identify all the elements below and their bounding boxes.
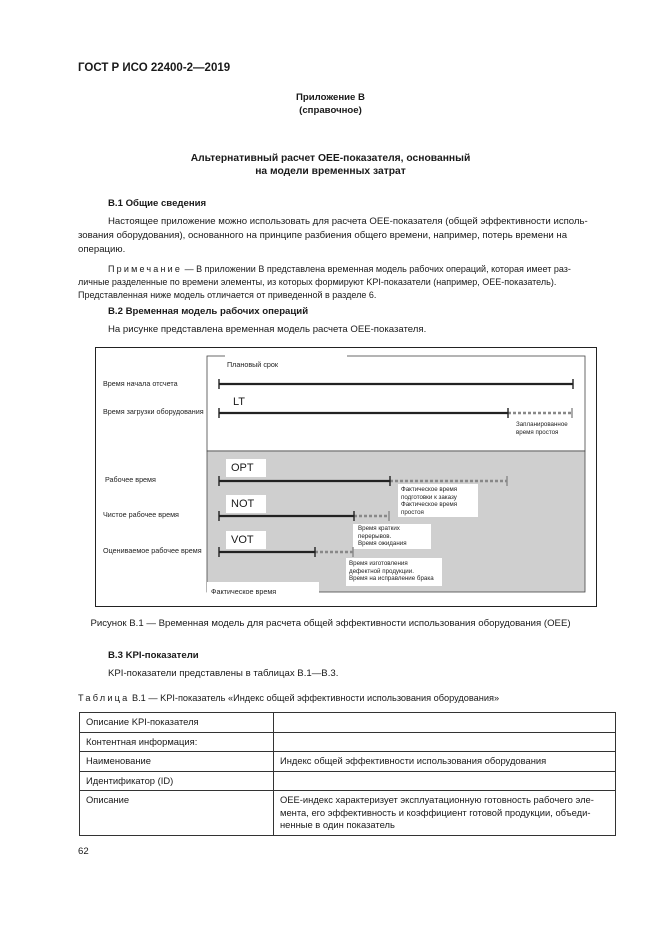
not-loss-note: Время кратких перерывов. Время ожидания [358, 525, 407, 547]
table-row [80, 771, 616, 791]
opt-loss-note: Фактическое время подготовки к заказу Фактическое время простоя [401, 486, 458, 516]
table-cell-value: OEE-индекс характеризует эксплуатационную готовность рабочего эле- мента, его эффективность и коэффициент готовой продукции, объеди- ненные в один показатель [274, 791, 616, 836]
table-row [80, 752, 616, 772]
b1-note-line: личные разделенные по времени элементы, из которых формируют KPI-показатели (например, OEE-показатель). [78, 277, 557, 287]
main-title-line2: на модели временных затрат [255, 166, 406, 177]
table-cell-value [274, 713, 616, 733]
table-cell-label: Описание [80, 791, 274, 836]
figure-caption: Рисунок В.1 — Временная модель для расчета общей эффективности использования оборудования (OEE) [90, 618, 571, 629]
table-caption-label: Таблица [78, 693, 130, 703]
not-code: NOT [231, 498, 255, 510]
actual-time-label: Фактическое время [211, 587, 277, 596]
table-cell-label: Идентификатор (ID) [80, 771, 274, 791]
b1-note [108, 262, 571, 276]
note-line: — В приложении В представлена временная модель рабочих операций, которая имеет раз- [182, 264, 571, 274]
b1-para-line: операцию. [78, 244, 126, 255]
table-caption-text: В.1 — KPI-показатель «Индекс общей эффективности использования оборудования» [129, 693, 500, 703]
table-cell-value [274, 771, 616, 791]
vot-code: VOT [231, 534, 254, 546]
main-title-line1: Альтернативный расчет OEE-показателя, основанный [190, 153, 471, 164]
appendix-subtitle: (справочное) [299, 105, 362, 116]
document-id: ГОСТ Р ИСО 22400-2—2019 [78, 62, 231, 74]
table-cell-label: Наименование [80, 752, 274, 772]
planned-term-label: Плановый срок [227, 360, 279, 369]
note-label: Примечание [108, 264, 183, 274]
table-cell-value [274, 732, 616, 752]
table-row [80, 791, 616, 836]
row-label-reference-time: Время начала отсчета [103, 379, 178, 388]
b2-para: На рисунке представлена временная модель расчета OEE-показателя. [108, 324, 427, 335]
table-caption [78, 691, 499, 705]
section-b3-heading: В.3 KPI-показатели [108, 650, 199, 661]
section-b1-heading: В.1 Общие сведения [108, 198, 207, 209]
b1-note-line: Представленная ниже модель отличается от приведенной в разделе 6. [78, 290, 377, 300]
table-cell-label: Описание KPI-показателя [80, 713, 274, 733]
row-label-valuable-time: Оцениваемое рабочее время [103, 546, 202, 555]
table-cell-value: Индекс общей эффективности использования оборудования [274, 752, 616, 772]
lt-code: LT [233, 396, 246, 408]
b1-para-line: Настоящее приложение можно использовать для расчета OEE-показателя (общей эффективности исполь- [108, 216, 588, 227]
table-cell-label: Контентная информация: [80, 732, 274, 752]
vot-loss-note: Время изготовления дефектной продукции. Время на исправление брака [349, 560, 434, 582]
row-label-load-time: Время загрузки оборудования [103, 407, 204, 416]
opt-code: OPT [231, 462, 254, 474]
kpi-table [79, 712, 616, 836]
appendix-title: Приложение В [296, 92, 365, 103]
table-row [80, 732, 616, 752]
page-number: 62 [78, 846, 89, 857]
planned-downtime-note: Запланированное время простоя [516, 421, 568, 436]
b1-para-line: зования оборудования), основанного на принципе разбиения общего времени, например, потерь времени на [78, 230, 568, 241]
row-label-working-time: Рабочее время [105, 475, 156, 484]
b3-para: KPI-показатели представлены в таблицах В.1—В.3. [108, 668, 339, 679]
table-row [80, 713, 616, 733]
section-b2-heading: В.2 Временная модель рабочих операций [108, 306, 309, 317]
time-model-figure [95, 347, 597, 607]
row-label-net-working-time: Чистое рабочее время [103, 510, 179, 519]
